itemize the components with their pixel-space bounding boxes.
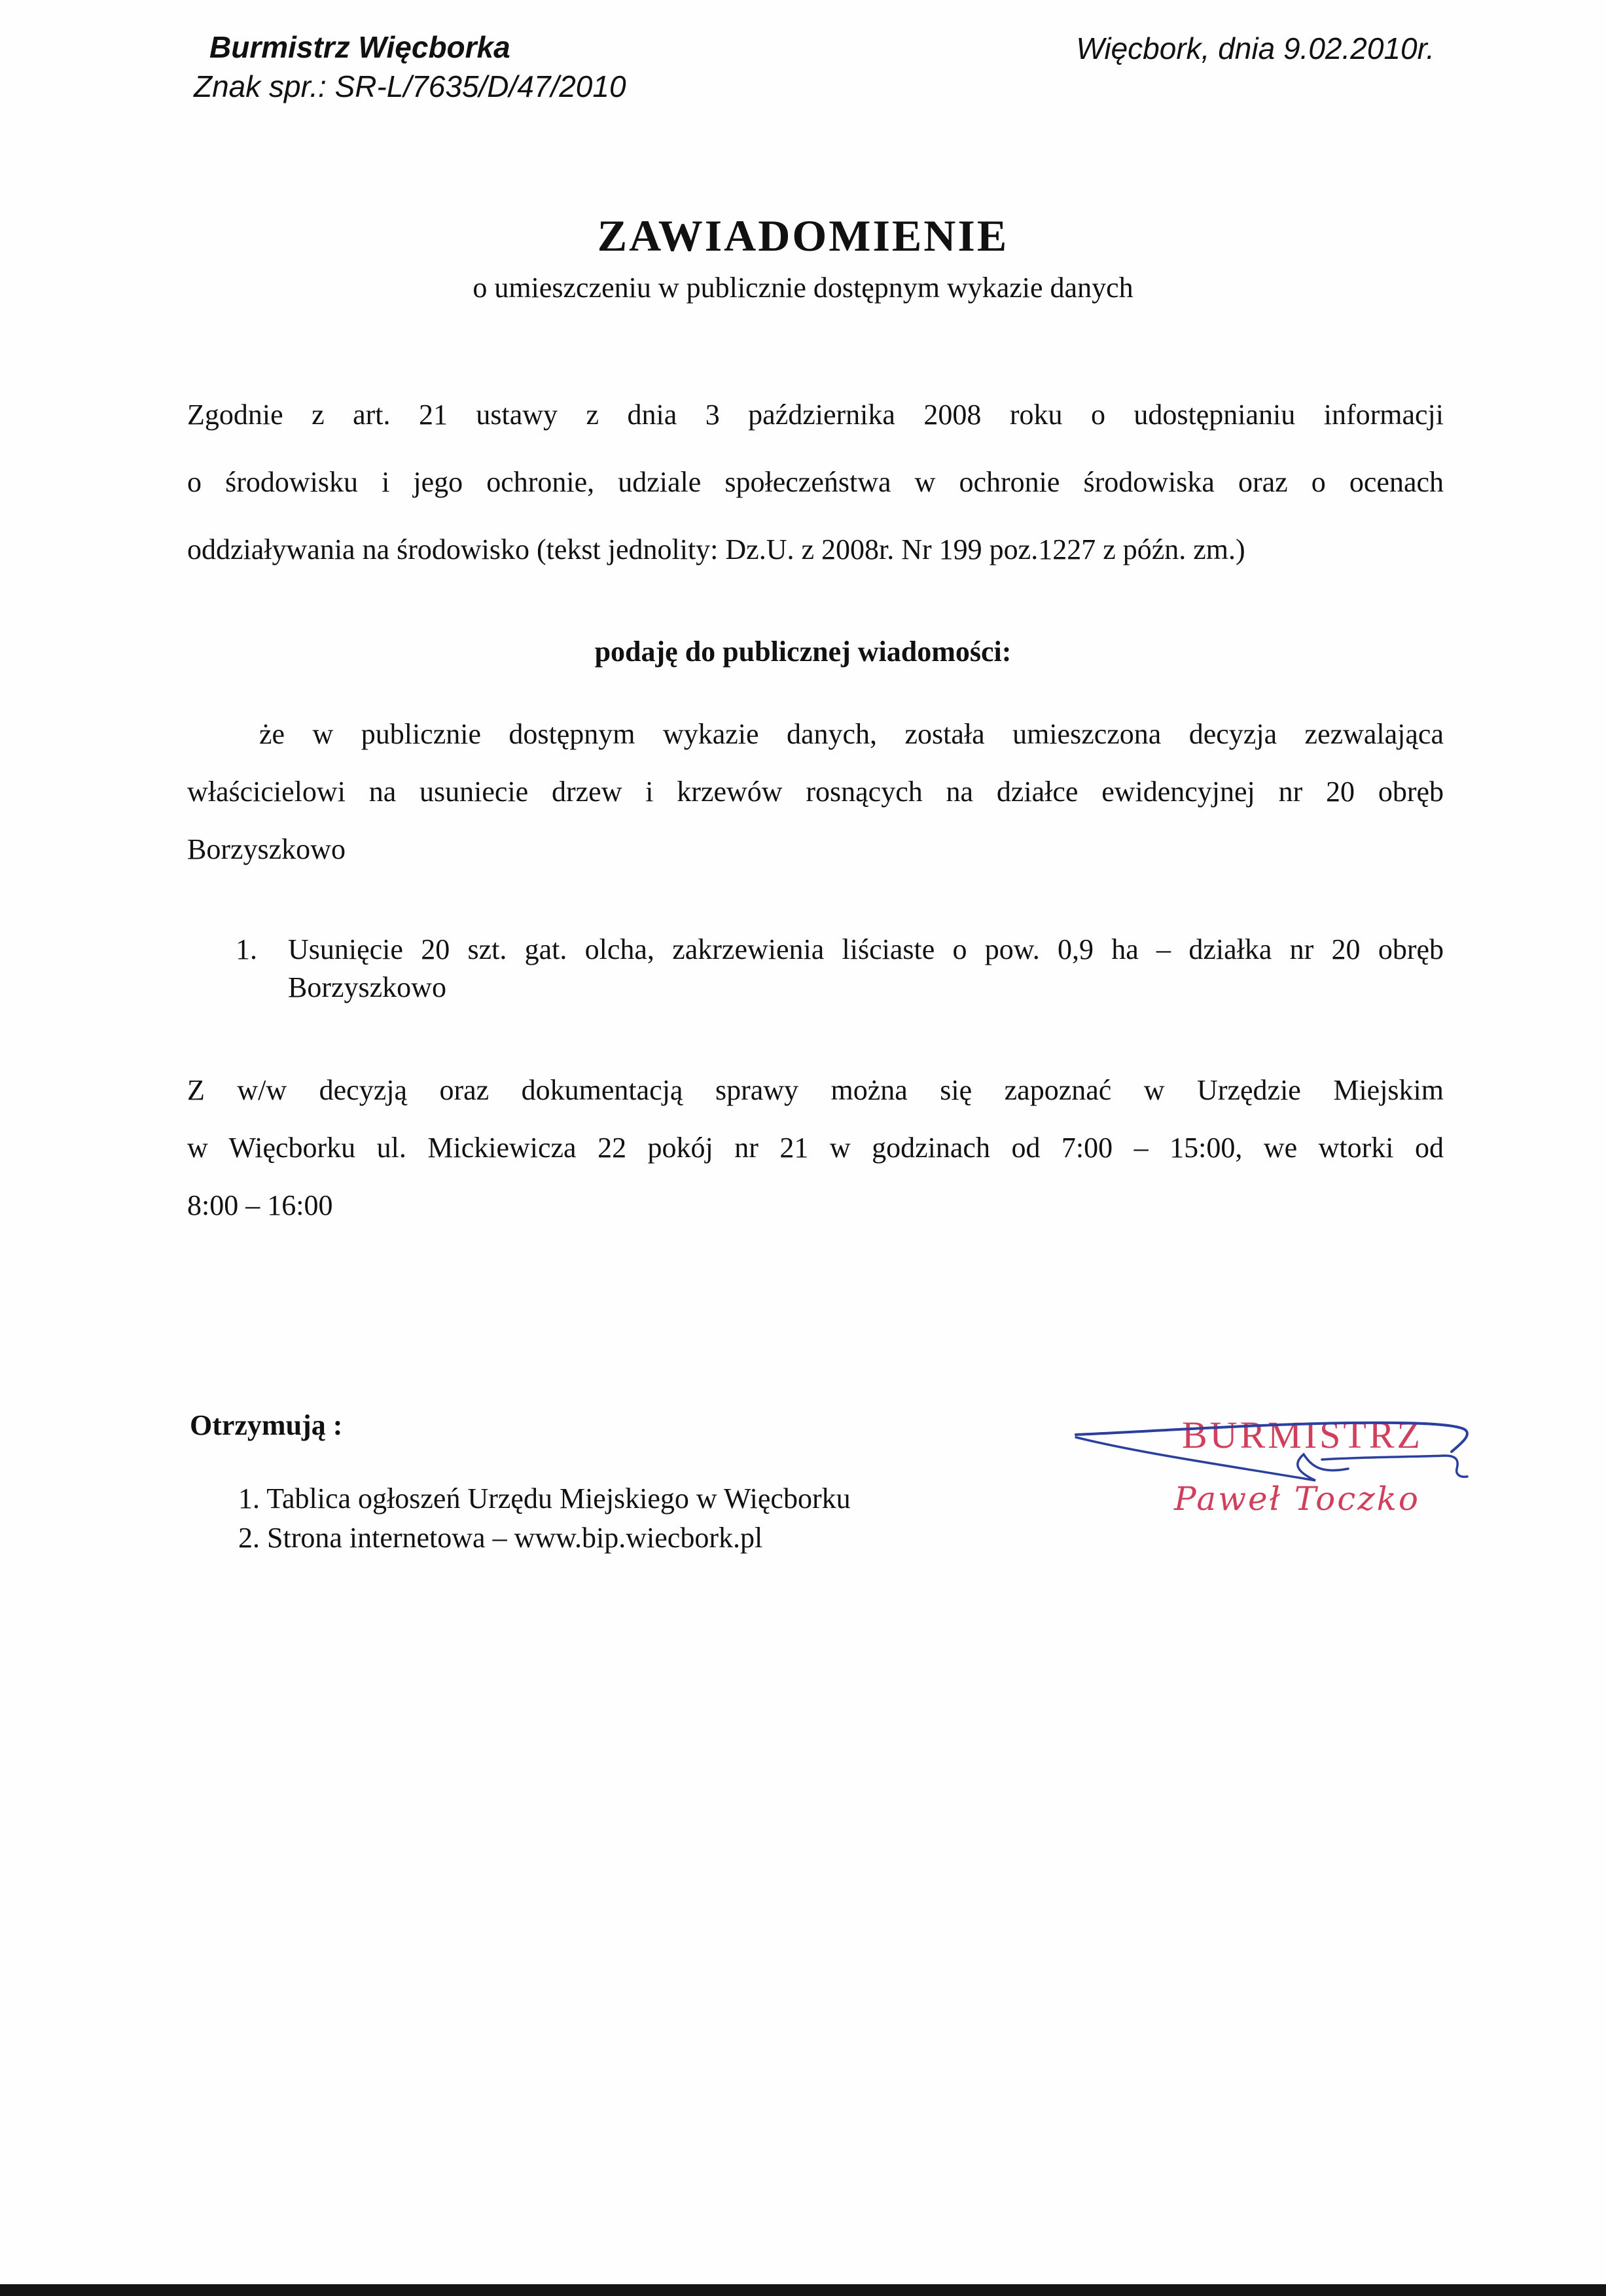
- decision-item-list: [236, 931, 1444, 1007]
- list-item-line: Usunięcie 20 szt. gat. olcha, zakrzewienia liściaste o pow. 0,9 ha – działka nr 20 obręb: [288, 933, 1444, 965]
- info-paragraph: [187, 706, 1444, 878]
- mayor-stamp: [1060, 1401, 1479, 1545]
- handwritten-signature: [1060, 1401, 1479, 1545]
- issuer-name: Burmistrz Więcborka: [209, 30, 510, 64]
- document-title: ZAWIADOMIENIE: [597, 211, 1009, 260]
- legal-basis-line: Zgodnie z art. 21 ustawy z dnia 3 października 2008 roku o udostępnianiu informacji: [187, 399, 1444, 431]
- recipients-heading: Otrzymują :: [190, 1409, 343, 1441]
- contact-paragraph: [187, 1062, 1444, 1234]
- info-line: właścicielowi na usuniecie drzew i krzewów rosnących na działce ewidencyjnej nr 20 obręb: [187, 776, 1444, 808]
- case-reference: Znak spr.: SR-L/7635/D/47/2010: [194, 69, 626, 103]
- place-and-date: Więcbork, dnia 9.02.2010r.: [1076, 31, 1435, 65]
- announcement-heading: podaję do publicznej wiadomości:: [594, 636, 1012, 668]
- contact-line: Z w/w decyzją oraz dokumentacją sprawy można się zapoznać w Urzędzie Miejskim: [187, 1074, 1444, 1106]
- list-item-line: Borzyszkowo: [288, 971, 446, 1003]
- stamp-title: BURMISTRZ: [1182, 1414, 1423, 1456]
- recipient-item: 1. Tablica ogłoszeń Urzędu Miejskiego w Więcborku: [238, 1482, 851, 1515]
- stamp-name: Paweł Toczko: [1174, 1480, 1421, 1518]
- contact-line: 8:00 – 16:00: [187, 1189, 333, 1221]
- contact-line: w Więcborku ul. Mickiewicza 22 pokój nr 21 w godzinach od 7:00 – 15:00, we wtorki od: [187, 1132, 1444, 1164]
- scan-edge-bar: [0, 2284, 1606, 2296]
- list-item: [236, 931, 1444, 1007]
- recipient-item: 2. Strona internetowa – www.bip.wiecbork.pl: [238, 1522, 763, 1554]
- info-line: że w publicznie dostępnym wykazie danych, została umieszczona decyzja zezwalająca: [259, 718, 1444, 750]
- list-item-number: 1.: [236, 933, 257, 965]
- document-subtitle: o umieszczeniu w publicznie dostępnym wykazie danych: [473, 272, 1133, 304]
- info-line: Borzyszkowo: [187, 833, 346, 865]
- legal-basis-paragraph: [187, 381, 1444, 583]
- legal-basis-line: oddziaływania na środowisko (tekst jednolity: Dz.U. z 2008r. Nr 199 poz.1227 z późn. zm.): [187, 533, 1245, 565]
- legal-basis-line: o środowisku i jego ochronie, udziale społeczeństwa w ochronie środowiska oraz o ocenach: [187, 466, 1444, 498]
